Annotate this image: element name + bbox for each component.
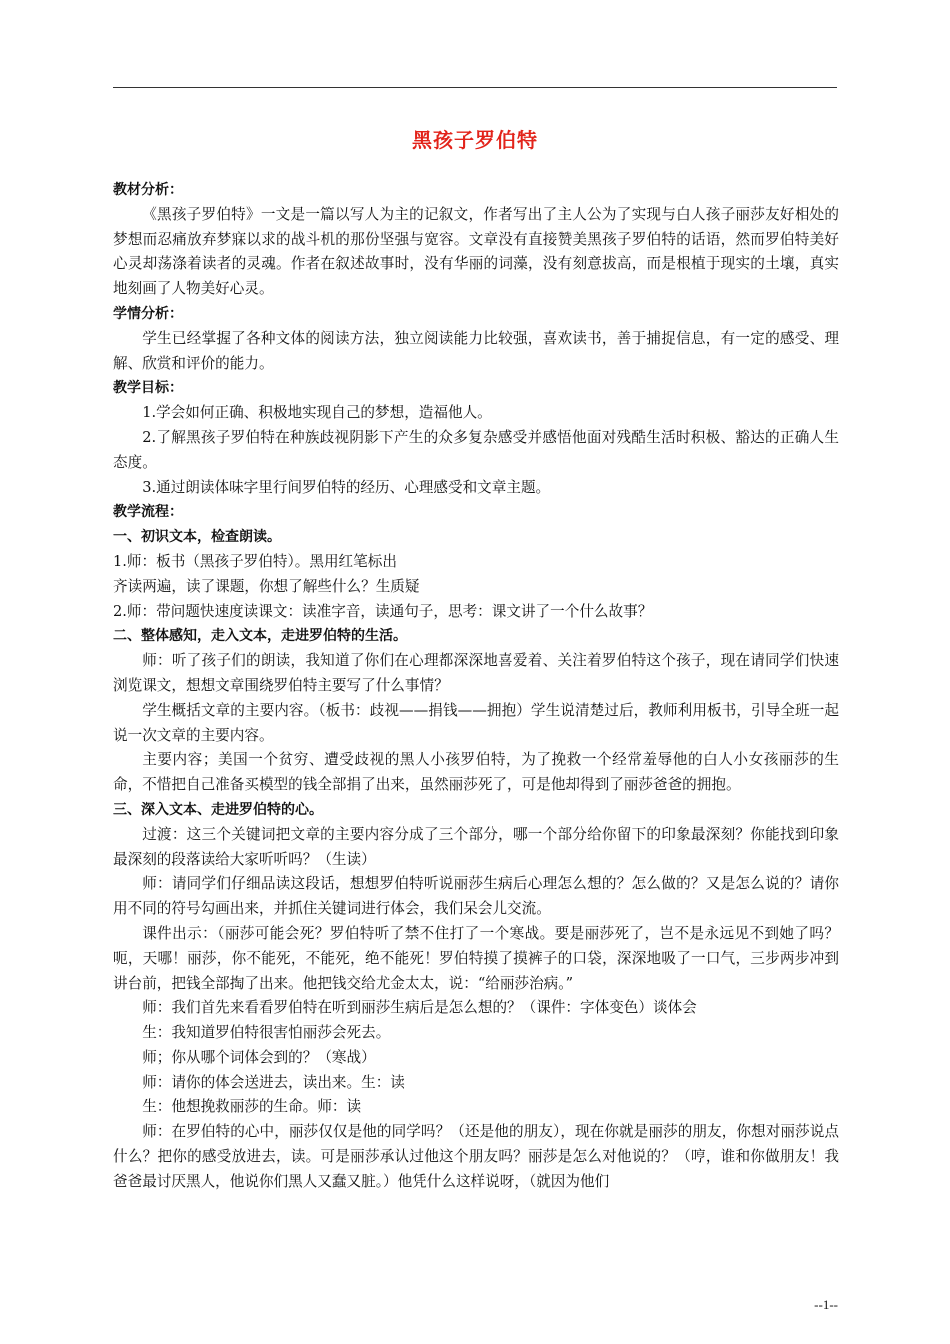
section-heading: 三、深入文本、走进罗伯特的心。 (113, 801, 323, 818)
section-heading: 教学流程： (113, 504, 183, 521)
section-heading: 一、初识文本，检查朗读。 (113, 529, 281, 546)
header-rule (113, 87, 837, 88)
paragraph: 《黑孩子罗伯特》一文是一篇以写人为主的记叙文，作者写出了主人公为了实现与白人孩子丽莎友好相处的梦想而忍痛放弃梦寐以求的战斗机的那份坚强与宽容。文章没有直接赞美黑孩子罗伯特的话语，然而罗伯特美好心灵却荡涤着读者的灵魂。作者在叙述故事时，没有华丽的词藻，没有刻意拔高，而是根植于现实的土壤，真实地刻画了人物美好心灵。 (113, 205, 839, 298)
paragraph: 学生已经掌握了各种文体的阅读方法，独立阅读能力比较强，喜欢读书，善于捕捉信息，有一定的感受、理解、欣赏和评价的能力。 (113, 329, 839, 372)
paragraph: 师：请你的体会送进去，读出来。生：读 (142, 1073, 405, 1091)
paragraph: 师：我们首先来看看罗伯特在听到丽莎生病后是怎么想的？（课件：字体变色）谈体会 (142, 999, 697, 1017)
paragraph: 生：他想挽救丽莎的生命。师：读 (142, 1098, 362, 1116)
paragraph: 2.了解黑孩子罗伯特在种族歧视阴影下产生的众多复杂感受并感悟他面对残酷生活时积极、豁达的正确人生态度。 (113, 428, 839, 471)
paragraph: 师；你从哪个词体会到的？（寒战） (142, 1048, 376, 1066)
paragraph: 课件出示：（丽莎可能会死？罗伯特听了禁不住打了一个寒战。要是丽莎死了，岂不是永远见不到她了吗？呃，天哪！丽莎，你不能死，不能死，绝不能死！罗伯特摸了摸裤子的口袋，深深地吸了一口气，三步两步冲到讲台前，把钱全部掏了出来。他把钱交给尤金太太，说：“给丽莎治病。” (113, 924, 839, 992)
paragraph: 过渡：这三个关键词把文章的主要内容分成了三个部分，哪一个部分给你留下的印象最深刻？你能找到印象最深刻的段落读给大家听听吗？（生读） (113, 825, 839, 868)
page-title: 黑孩子罗伯特 (412, 128, 538, 152)
paragraph: 师：请同学们仔细品读这段话，想想罗伯特听说丽莎生病后心理怎么想的？怎么做的？又是怎么说的？请你用不同的符号勾画出来，并抓住关键词进行体会，我们呆会儿交流。 (113, 875, 839, 918)
paragraph: 师：听了孩子们的朗读，我知道了你们在心理都深深地喜爱着、关注着罗伯特这个孩子，现在请同学们快速浏览课文，想想文章围绕罗伯特主要写了什么事情？ (113, 652, 839, 694)
paragraph: 3.通过朗读体味字里行间罗伯特的经历、心理感受和文章主题。 (142, 478, 551, 496)
paragraph: 学生概括文章的主要内容。（板书：歧视——捐钱——拥抱）学生说清楚过后，教师利用板书，引导全班一起说一次文章的主要内容。 (113, 701, 839, 744)
paragraph: 生：我知道罗伯特很害怕丽莎会死去。 (142, 1024, 391, 1042)
paragraph: 1.学会如何正确、积极地实现自己的梦想，造福他人。 (142, 404, 492, 422)
page-number: --1-- (814, 1297, 838, 1312)
section-heading: 教学目标： (113, 380, 183, 397)
section-heading: 学情分析： (113, 305, 183, 322)
paragraph: 1.师：板书（黑孩子罗伯特）。黑用红笔标出 (113, 552, 397, 570)
section-heading: 二、整体感知，走入文本，走进罗伯特的生活。 (113, 628, 407, 645)
paragraph: 2.师：带问题快速度读课文：读准字音，读通句子，思考：课文讲了一个什么故事？ (113, 602, 653, 620)
paragraph: 主要内容；美国一个贫穷、遭受歧视的黑人小孩罗伯特，为了挽救一个经常羞辱他的白人小女孩丽莎的生命，不惜把自己准备买模型的钱全部捐了出来，虽然丽莎死了，可是他却得到了丽莎爸爸的拥抱。 (113, 751, 839, 794)
paragraph: 师：在罗伯特的心中，丽莎仅仅是他的同学吗？（还是他的朋友），现在你就是丽莎的朋友，你想对丽莎说点什么？把你的感受放进去，读。可是丽莎承认过他这个朋友吗？丽莎是怎么对他说的？（哼，谁和你做朋友！我爸爸最讨厌黑人，他说你们黑人又蠢又脏。）他凭什么这样说呀，（就因为他们 (113, 1123, 839, 1190)
section-heading: 教材分析： (113, 182, 183, 198)
document-body (113, 178, 839, 1195)
paragraph: 齐读两遍，读了课题，你想了解些什么？生质疑 (113, 577, 420, 595)
